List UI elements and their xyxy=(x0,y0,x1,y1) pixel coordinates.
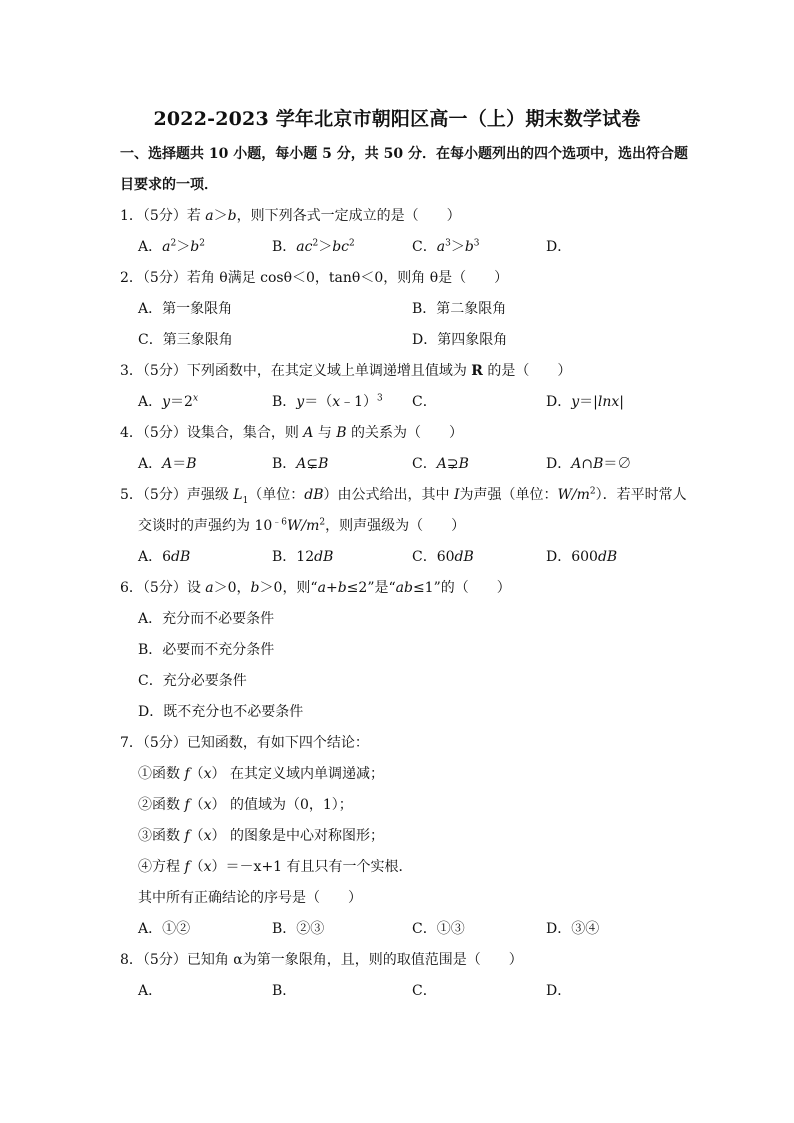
question-2-stem: 2．（5分）若角 θ满足 cosθ＜0，tanθ＜0，则角 θ是（ ） xyxy=(120,270,509,286)
question-3-stem: 3．（5分）下列函数中，在其定义域上单调递增且值域为 R 的是（ ） xyxy=(120,363,572,379)
question-7-option-b: B．②③ xyxy=(272,921,325,937)
question-2-option-b: B．第二象限角 xyxy=(412,301,507,317)
question-7-statement-3: ③函数 f（x） 的图象是中心对称图形； xyxy=(138,828,384,844)
question-6-option-a: A．充分而不必要条件 xyxy=(138,611,275,627)
question-8-option-d: D． xyxy=(546,983,572,999)
question-1-option-b: B．$ac^2>bc^2$ xyxy=(272,238,355,255)
question-8-stem: 8．（5分）已知角 α为第一象限角，且，则的取值范围是（ ） xyxy=(120,952,523,968)
question-5-stem-line1: 5．（5分）声强级 $L_1$（单位：dB）由公式给出，其中 I为声强（单位：$W/m^2$）．若平时常人 xyxy=(120,486,687,506)
question-7-option-a: A．①② xyxy=(138,921,191,937)
question-4-option-d: D．A∩B＝∅ xyxy=(546,456,632,472)
question-3-option-d: D．y＝|lnx| xyxy=(546,394,624,410)
question-5-stem-line2: 交谈时的声强约为 $10^{﹣6}W/m^2$，则声强级为（ ） xyxy=(138,517,466,534)
question-7-stem: 7．（5分）已知函数，有如下四个结论： xyxy=(120,735,369,751)
question-7-statement-4: ④方程 f（x）＝－x+1 有且只有一个实根． xyxy=(138,859,413,875)
question-5-option-a: A．6dB xyxy=(138,549,191,565)
question-1-option-c: C．$a^3>b^3$ xyxy=(412,238,480,255)
question-8-option-c: C． xyxy=(412,983,437,999)
question-6-option-b: B．必要而不充分条件 xyxy=(138,642,275,658)
question-7-statement-2: ②函数 f（x） 的值域为（0，1）； xyxy=(138,797,353,813)
question-2-option-c: C．第三象限角 xyxy=(138,332,233,348)
question-5-option-d: D．600dB xyxy=(546,549,618,565)
question-4-stem: 4．（5分）设集合，集合，则 A 与 B 的关系为（ ） xyxy=(120,425,464,441)
question-2-option-a: A．第一象限角 xyxy=(138,301,233,317)
question-4-option-b: B．A⊊B xyxy=(272,456,329,472)
question-3-option-c: C． xyxy=(412,394,437,410)
question-5-option-c: C．60dB xyxy=(412,549,474,565)
question-6-stem: 6．（5分）设 a＞0，b＞0，则“a+b≤2”是“ab≤1”的（ ） xyxy=(120,580,511,596)
section-instruction-line1: 一、选择题共 10 小题，每小题 5 分，共 50 分．在每小题列出的四个选项中，选出符合题 xyxy=(120,146,688,162)
question-7-option-d: D．③④ xyxy=(546,921,600,937)
question-4-option-c: C．A⊋B xyxy=(412,456,469,472)
question-7-statement-1: ①函数 f（x） 在其定义域内单调递减； xyxy=(138,766,384,782)
question-7-option-c: C．①③ xyxy=(412,921,465,937)
exam-title: 2022-2023 学年北京市朝阳区高一（上）期末数学试卷 xyxy=(153,108,641,130)
question-2-option-d: D．第四象限角 xyxy=(412,332,508,348)
section-instruction-line2: 目要求的一项． xyxy=(120,177,218,193)
question-1-option-d: D． xyxy=(546,239,572,255)
question-3-option-a: A．$y=2^x$ xyxy=(138,393,199,410)
question-6-option-c: C．充分必要条件 xyxy=(138,673,247,689)
question-1-stem: 1．（5分）若 a＞b，则下列各式一定成立的是（ ） xyxy=(120,208,461,224)
question-5-option-b: B．12dB xyxy=(272,549,334,565)
question-7-ask: 其中所有正确结论的序号是（ ） xyxy=(138,890,362,906)
question-8-option-b: B． xyxy=(272,983,297,999)
question-1-option-a: A．$a^2>b^2$ xyxy=(138,238,205,255)
question-4-option-a: A．A＝B xyxy=(138,456,197,472)
question-6-option-d: D．既不充分也不必要条件 xyxy=(138,704,304,720)
question-3-option-b: B．y＝（x﹣1）$^3$ xyxy=(272,393,383,410)
question-8-option-a: A． xyxy=(138,983,163,999)
